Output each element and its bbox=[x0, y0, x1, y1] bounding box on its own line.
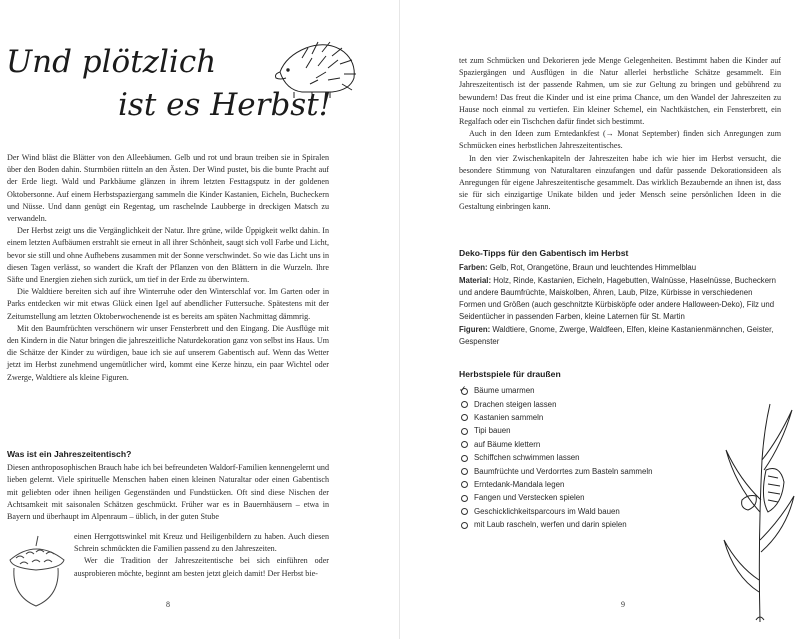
list-item: Schiffchen schwimmen lassen bbox=[459, 451, 749, 464]
figuren-label: Figuren: bbox=[459, 324, 491, 334]
farben-label: Farben: bbox=[459, 263, 488, 273]
hedgehog-illustration bbox=[272, 28, 360, 100]
figuren-text: Waldtiere, Gnome, Zwerge, Waldfeen, Elfen, kleine Kastanienmännchen, Geister, Gespenster bbox=[459, 324, 774, 346]
circle-bullet-icon bbox=[461, 414, 468, 421]
material-line bbox=[459, 275, 781, 324]
list-item: Kastanien sammeln bbox=[459, 411, 749, 424]
paragraph: Diesen anthroposophischen Brauch habe ich bei befreundeten Waldorf-Familien kennengelernt und lieben gelernt. Viele spirituelle Menschen haben einen kleinen Naturaltar oder einen Gabentisch mit geliebten oder ihnen heiligen Gegenständen und Fundstücken. Oft sind diese Nischen der Achtsamkeit mit saisonalen Schätzen geschmückt. Früher war es in Bauernhäusern – etwa in Bayern und überhaupt im Alpenraum – üblich, in der guten Stube bbox=[7, 463, 329, 522]
paragraph: In den vier Zwischenkapiteln der Jahreszeiten habe ich wie hier im Herbst versucht, die besondere Stimmung von Naturaltaren einzufangen und dafür passende Dekorationsideen als Anregungen für eigene Jahreszeitentische gesammelt. Das wirklich Bezaubernde an ihnen ist, dass sie für sich einzigartige Unikate bilden und jeder Mensch seine persönlichen Ideen in die Gestaltung einbringen kann. bbox=[459, 153, 781, 212]
acorn-illustration bbox=[2, 534, 70, 608]
farben-line bbox=[459, 262, 781, 274]
circle-bullet-icon bbox=[461, 428, 468, 435]
checkmark-icon: ✓ bbox=[459, 384, 467, 395]
figuren-line bbox=[459, 324, 781, 349]
list-item: mit Laub rascheln, werfen und darin spielen bbox=[459, 518, 749, 531]
paragraph: Die Waldtiere bereiten sich auf ihre Winterruhe oder den Winterschlaf vor. Im Garten oder in Parks entdecken wir mit etwas Glück einen Igel auf abendlicher Futtersuche. Spätestens mit der Zeitumstellung am letzten Oktoberwochenende ist es bereits am späten Nachmittag dämmrig. bbox=[7, 287, 329, 321]
list-item: Baumfrüchte und Verdorrtes zum Basteln sammeln bbox=[459, 465, 749, 478]
spiele-heading: Herbstspiele für draußen bbox=[459, 369, 561, 379]
spiele-list bbox=[459, 384, 749, 531]
material-text: Holz, Rinde, Kastanien, Eicheln, Hagebutten, Walnüsse, Haselnüsse, Bucheckern und andere Baumfrüchte, Maiskolben, Ähren, Laub, Pilze, Kürbisse in verschiedenen Formen und Größen (auch geschnitzte Kürbisköpfe oder andere Halloween-Deko), Filz und Seidentücher in passenden Farben, kleine Laternen für St. Martin bbox=[459, 275, 776, 322]
farben-text: Gelb, Rot, Orangetöne, Braun und leuchtendes Himmelblau bbox=[487, 263, 697, 273]
page-number-left: 8 bbox=[166, 600, 170, 609]
list-item: ✓ Bäume umarmen bbox=[459, 384, 535, 396]
paragraph: Auch in den Ideen zum Erntedankfest (→ Monat September) finden sich Anregungen zum Schmücken eines herbstlichen Jahreszeitentisches. bbox=[459, 129, 781, 151]
circle-bullet-icon bbox=[461, 468, 468, 475]
circle-bullet-icon bbox=[461, 455, 468, 462]
list-item: Fangen und Verstecken spielen bbox=[459, 491, 749, 504]
herbstspiele-section bbox=[459, 368, 749, 532]
section-heading: Was ist ein Jahreszeitentisch? bbox=[7, 449, 132, 459]
list-item: auf Bäume klettern bbox=[459, 438, 749, 451]
list-item: Geschicklichkeitsparcours im Wald bauen bbox=[459, 505, 749, 518]
circle-bullet-icon bbox=[461, 481, 468, 488]
page-number-right: 9 bbox=[621, 600, 625, 609]
circle-bullet-icon bbox=[461, 495, 468, 502]
circle-bullet-icon bbox=[461, 401, 468, 408]
paragraph: Wer die Tradition der Jahreszeitentische bei sich einführen oder ausprobieren möchte, beginnt am besten jetzt gleich damit! Der Herbst bie- bbox=[74, 556, 329, 578]
right-main-text bbox=[459, 55, 781, 214]
left-bottom-text bbox=[74, 531, 329, 580]
circle-bullet-icon bbox=[461, 522, 468, 529]
material-label: Material: bbox=[459, 275, 492, 285]
deko-heading: Deko-Tipps für den Gabentisch im Herbst bbox=[459, 248, 629, 258]
paragraph: Mit den Baumfrüchten verschönern wir unser Fensterbrett und den Eingang. Die Ausflüge mit den Kindern in die Natur bringen die jahreszeitliche Naturdekoration ganz von selbst ins Haus. Um die Schätze der Kinder zu würdigen, baue ich sie auf unserem Gabentisch auf. Wenn das Wetter jetzt im Herbst zunehmend ungemütlicher wird, kommt eine Kerze hinzu, ein paar Wichtel oder Zwerge, Waldtiere als kleine Figuren. bbox=[7, 323, 329, 382]
paragraph: Der Herbst zeigt uns die Vergänglichkeit der Natur. Ihre grüne, wilde Üppigkeit welkt dahin. In einem letzten Aufbäumen erstrahlt sie erneut in all ihrer Schönheit, saugt sich voll Farbe und Licht, bevor sie still und ohne Aufhebens zusammen mit der Sonne verschwindet. So wie das Licht uns in diesen Tagen verlässt, so wandert die Kraft der Pflanzen von den Blättern in die Wurzeln. Ihre Säfte und Energien ziehen sich zurück, um tief in der Erde zu überwintern. bbox=[7, 226, 329, 285]
title-line-2: ist es Herbst! bbox=[118, 87, 332, 123]
circle-bullet-icon bbox=[461, 441, 468, 448]
paragraph: tet zum Schmücken und Dekorieren jede Menge Gelegenheiten. Bestimmt haben die Kinder auf Spaziergängen und Ausflügen in die Natur allerlei herbstliche Schätze gesammelt. Ein Jahreszeitentisch ist der passende Rahmen, um sie zur Geltung zu bringen und gebührend zu bewundern! Das freut die Kinder und ist eine prima Chance, um den Wandel der Jahreszeiten zu Hause noch einmal zu vertiefen. Ein kleiner Schemel, ein Nachtkästchen, ein Fensterbrett, ein Regalfach oder ein Tischchen dafür findet sich bestimmt. bbox=[459, 56, 781, 127]
list-item: Drachen steigen lassen bbox=[459, 398, 749, 411]
list-item: Erntedank-Mandala legen bbox=[459, 478, 749, 491]
title-line-1: Und plötzlich bbox=[6, 44, 217, 80]
jahreszeitentisch-section bbox=[7, 448, 329, 523]
paragraph: Der Wind bläst die Blätter von den Alleebäumen. Gelb und rot und braun treiben sie in Spiralen über den Boden dahin. Sturmböen rütteln an den Ästen. Der Wind pustet, bis die bunte Pracht auf der Erde liegt. Wald und Parkbäume glänzen in ihrem letzten Festtagsputz in der goldenen Oktobersonne. Auf einem Herbstspaziergang sammeln die Kinder Kastanien, Eicheln, Bucheckern und Nüsse. Und dann genügt ein Regentag, um raschelnde Laubberge in dreckigen Matsch zu verwandeln. bbox=[7, 153, 329, 224]
list-item: Tipi bauen bbox=[459, 424, 749, 437]
right-page bbox=[400, 0, 799, 639]
circle-bullet-icon bbox=[461, 508, 468, 515]
deko-tipps-box bbox=[459, 247, 781, 348]
left-main-text bbox=[7, 152, 329, 384]
corn-plant-illustration bbox=[722, 400, 798, 625]
paragraph: einen Herrgottswinkel mit Kreuz und Heiligenbildern zu haben. Auch diesen Schrein schmückten die Familien passend zu den Jahreszeiten. bbox=[74, 532, 329, 554]
